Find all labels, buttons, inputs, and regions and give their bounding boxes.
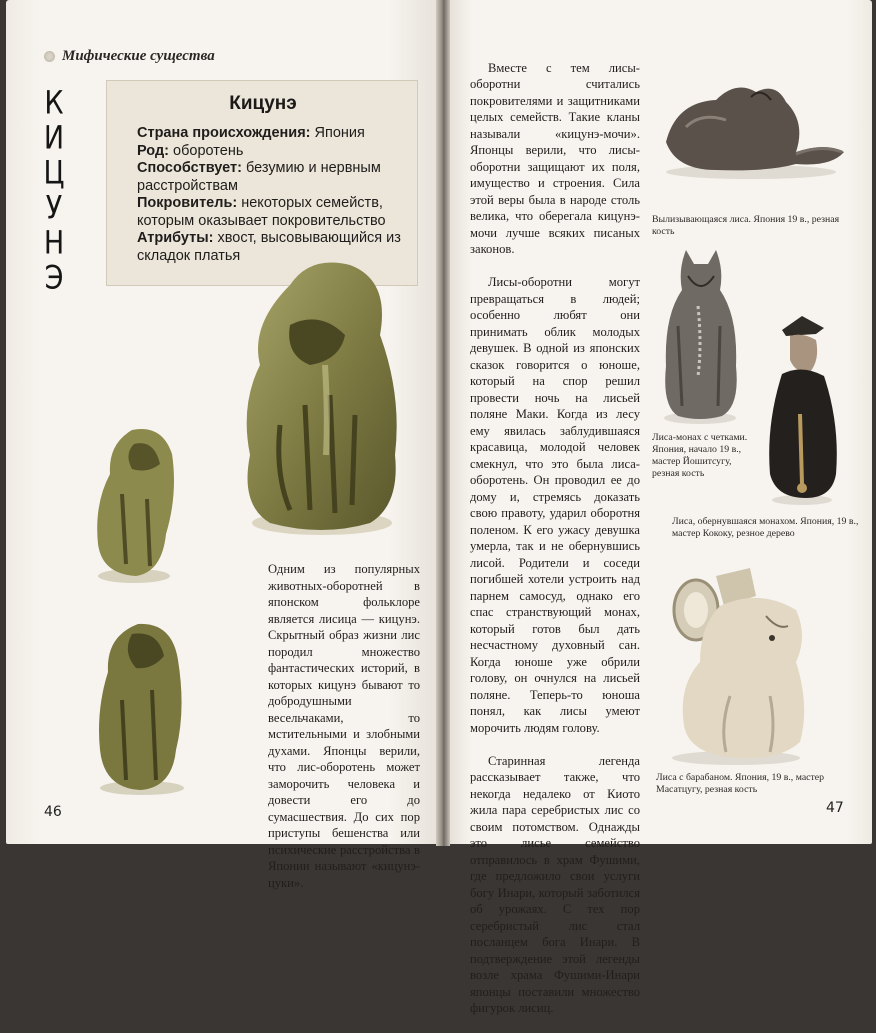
page-number-left: 46	[44, 804, 62, 820]
caption-monk-fox: Лиса-монах с четками. Япония, начало 19 в., мастер Йошитсугу, резная кость	[652, 432, 748, 479]
caption-dressed-fox: Лиса, обернувшаяся монахом. Япония, 19 в., мастер Кококу, резное дерево	[672, 516, 859, 539]
section-header	[44, 48, 215, 65]
caption-drum-fox: Лиса с барабаном. Япония, 19 в., мастер Масатцугу, резная кость	[656, 772, 825, 795]
handwritten-letter: Ц	[43, 154, 65, 193]
info-row-causes	[137, 160, 403, 195]
info-label: Покровитель:	[137, 195, 238, 211]
info-label: Страна происхождения:	[137, 125, 311, 141]
info-value: некоторых семейств, которым оказывает покровительство	[137, 195, 386, 229]
small-figurine-front	[92, 424, 184, 584]
licking-fox-figure	[656, 72, 846, 180]
info-row-origin	[137, 125, 403, 143]
handwritten-letter: Э	[44, 259, 64, 298]
info-label: Атрибуты:	[137, 230, 214, 246]
paragraph: Вместе с тем лисы-оборотни считались покровителями и защитниками целых семейств. Такие кланы называли «кицунэ-мочи». Японцы верили, что лисы-оборотни защищают их поля, имущество и строения. Сила этой веры была в народе столь велика, что оберегала кицунэ-мочи лучше всяких писаных законов.	[470, 60, 640, 256]
small-figurine-back	[92, 620, 190, 796]
handwritten-title	[38, 84, 70, 298]
section-title: Мифические существа	[62, 48, 215, 64]
dressed-fox-figure	[762, 314, 842, 506]
info-label: Род:	[137, 142, 170, 159]
paragraph: Лисы-оборотни могут превращаться в людей; особенно любят они принимать облик молодых девушек. В одной из японских сказок говорится о юноше, который на спор решил провести ночь на лисьей поляне Маки. Когда из лесу ему явилась заблудившаяся красавица, молодой человек смекнул, что это была лиса-оборотень. Он проводил ее до дому и, стремясь доказать свою правоту, ударил оборотня поленом. К его ужасу девушка умерла, так и не обернувшись лисой. Родители и соседи погибшей хотели устроить над парнем самосуд, однако его спас странствующий монах, который готов был дать несчастному духовный сан. Когда юноше уже обрили голову, он очнулся на лисьей поляне. Теперь-то юноша понял, как лисы умеют морочить людям голову.	[470, 275, 640, 735]
drum-fox-figure	[660, 566, 810, 766]
monk-fox-figure	[658, 246, 744, 424]
info-value: безумию и нервным расстройствам	[137, 160, 381, 194]
info-value: хвост, высовывающийся из складок платья	[137, 230, 401, 264]
left-body-text: Одним из популярных животных-оборотней в японском фольклоре является лисица — кицунэ. Скрытный образ жизни лис породил множество фантастических историй, в которых кицунэ бывают то добродушными весельчаками, то мстительными и злобными духами. Японцы верили, что лис-оборотень может заморочить человека и довести его до сумасшествия. До сих пор приступы бешенства или психические расстройства в Японии называют «кицунэ-цуки».	[268, 562, 420, 890]
info-row-kind	[137, 143, 403, 161]
bullet-icon	[44, 51, 55, 62]
info-label: Способствует:	[137, 160, 242, 176]
right-body-text	[470, 43, 640, 1033]
large-hooded-figurine	[230, 255, 406, 537]
handwritten-letter: Н	[43, 224, 65, 263]
page-number-right: 47	[826, 800, 844, 816]
paragraph: Старинная легенда рассказывает также, что некогда недалеко от Киото жила пара серебристых лис со своим потомством. Однажды это лисье семейство отправилось в храм Фушими, где предложило свои услуги богу Инари, который заботился об урожаях. С тех пор серебристый лис стал посланцем бога Инари. В подтверждение этой легенды возле храма Фушими-Инари японцы поставили множество фигурок лисиц.	[470, 753, 640, 1015]
info-value: оборотень	[173, 142, 244, 159]
info-value: Япония	[314, 125, 365, 141]
handwritten-letter: К	[44, 84, 64, 123]
handwritten-letter: У	[45, 189, 63, 228]
info-row-patron	[137, 195, 403, 230]
handwritten-letter: И	[43, 119, 65, 158]
book-gutter	[436, 0, 450, 846]
info-box-title: Кицунэ	[229, 93, 297, 114]
caption-licking-fox: Вылизывающаяся лиса. Япония 19 в., резная кость	[652, 214, 840, 237]
